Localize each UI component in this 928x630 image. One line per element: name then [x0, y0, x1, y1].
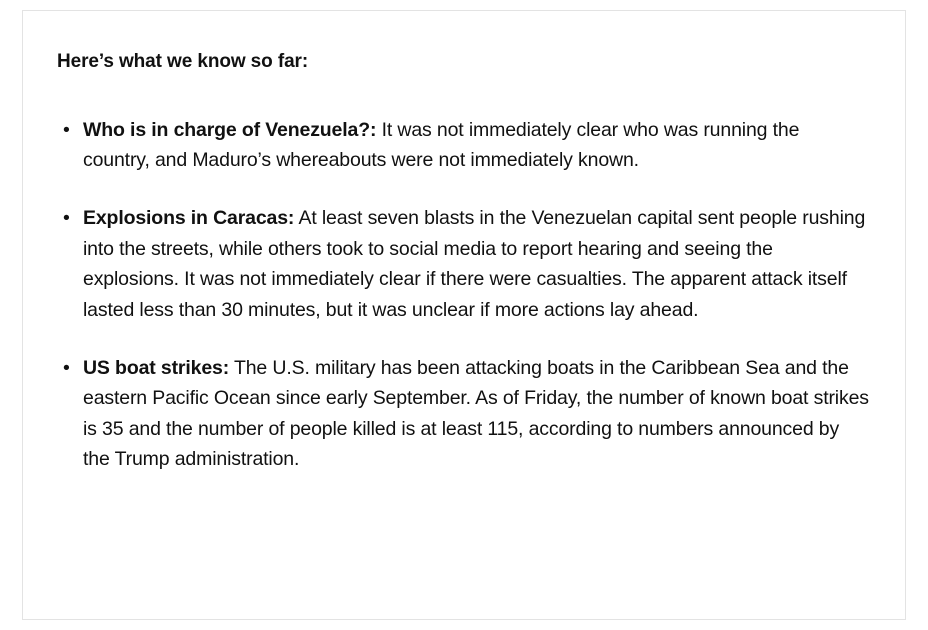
- bullet-icon: •: [63, 207, 70, 230]
- list-item-term: US boat strikes:: [83, 357, 230, 380]
- list-item: [57, 115, 871, 176]
- list-item-term: Explosions in Caracas:: [83, 207, 295, 230]
- article-card: [22, 10, 906, 620]
- lead-paragraph: Here’s what we know so far:: [57, 51, 309, 72]
- list-item: [57, 203, 871, 325]
- bullet-icon: •: [63, 118, 70, 141]
- bullet-icon: •: [63, 357, 70, 380]
- list-item: [57, 353, 871, 475]
- summary-list: [57, 115, 871, 475]
- list-item-body: It was not immediately clear who was running the country, and Maduro’s whereabouts were not immediately known.: [83, 118, 800, 172]
- list-item-term: Who is in charge of Venezuela?:: [83, 118, 377, 141]
- article-content: [23, 11, 905, 495]
- list-item-body: At least seven blasts in the Venezuelan capital sent people rushing into the streets, while others took to social media to report hearing and seeing the explosions. It was not immediately clear if there were casualties. The apparent attack itself lasted less than 30 minutes, but it was unclear if more actions lay ahead.: [83, 207, 866, 321]
- list-item-body: The U.S. military has been attacking boats in the Caribbean Sea and the eastern Pacific Ocean since early September. As of Friday, the number of known boat strikes is 35 and the number of people killed is at least 115, according to numbers announced by the Trump administration.: [83, 357, 869, 471]
